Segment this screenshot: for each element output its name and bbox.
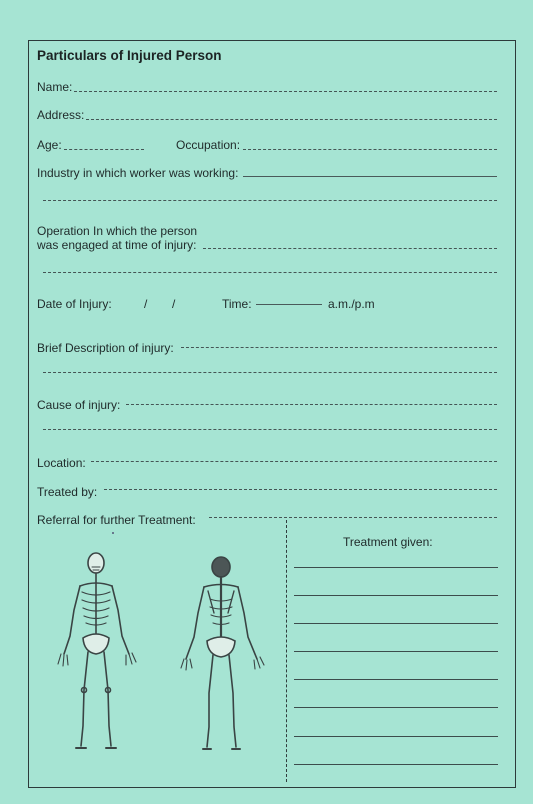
description-field[interactable]	[181, 347, 497, 348]
treated-by-label: Treated by:	[37, 485, 98, 499]
referral-field[interactable]	[209, 517, 497, 518]
location-label: Location:	[37, 456, 86, 470]
address-field[interactable]	[86, 119, 497, 120]
treatment-line-8[interactable]	[294, 764, 498, 765]
treatment-given-title: Treatment given:	[343, 535, 433, 549]
column-divider	[286, 520, 287, 782]
operation-field-line2[interactable]	[43, 272, 497, 273]
location-field[interactable]	[91, 461, 497, 462]
cause-label: Cause of injury:	[37, 398, 121, 412]
treatment-line-3[interactable]	[294, 623, 498, 624]
treatment-line-2[interactable]	[294, 595, 498, 596]
treated-by-field[interactable]	[104, 489, 497, 490]
cause-field-line2[interactable]	[43, 429, 497, 430]
operation-field[interactable]	[203, 248, 497, 249]
description-field-line2[interactable]	[43, 372, 497, 373]
occupation-field[interactable]	[243, 149, 497, 150]
age-label: Age:	[37, 138, 62, 152]
treatment-line-1[interactable]	[294, 567, 498, 568]
form-title: Particulars of Injured Person	[37, 48, 222, 63]
skeleton-back-figure[interactable]	[178, 555, 268, 755]
name-field[interactable]	[74, 91, 497, 92]
date-label: Date of Injury:	[37, 297, 112, 311]
ampm-label: a.m./p.m	[328, 297, 375, 311]
time-label: Time:	[222, 297, 252, 311]
industry-field-line2[interactable]	[43, 200, 497, 201]
operation-label-line2: was engaged at time of injury:	[37, 238, 197, 252]
date-separator-2: /	[172, 297, 176, 311]
age-field[interactable]	[64, 149, 144, 150]
treatment-line-7[interactable]	[294, 736, 498, 737]
skeleton-front-figure[interactable]	[52, 550, 142, 755]
address-label: Address:	[37, 108, 85, 122]
treatment-line-5[interactable]	[294, 679, 498, 680]
industry-label: Industry in which worker was working:	[37, 166, 239, 180]
cause-field[interactable]	[126, 404, 497, 405]
description-label: Brief Description of injury:	[37, 341, 174, 355]
treatment-line-6[interactable]	[294, 707, 498, 708]
time-field[interactable]	[256, 304, 322, 305]
industry-field[interactable]	[243, 176, 497, 177]
date-separator-1: /	[144, 297, 148, 311]
occupation-label: Occupation:	[176, 138, 241, 152]
name-label: Name:	[37, 80, 73, 94]
referral-label: Referral for further Treatment:	[37, 513, 196, 527]
treatment-line-4[interactable]	[294, 651, 498, 652]
ink-speck	[112, 532, 114, 534]
operation-label-line1: Operation In which the person	[37, 224, 198, 238]
